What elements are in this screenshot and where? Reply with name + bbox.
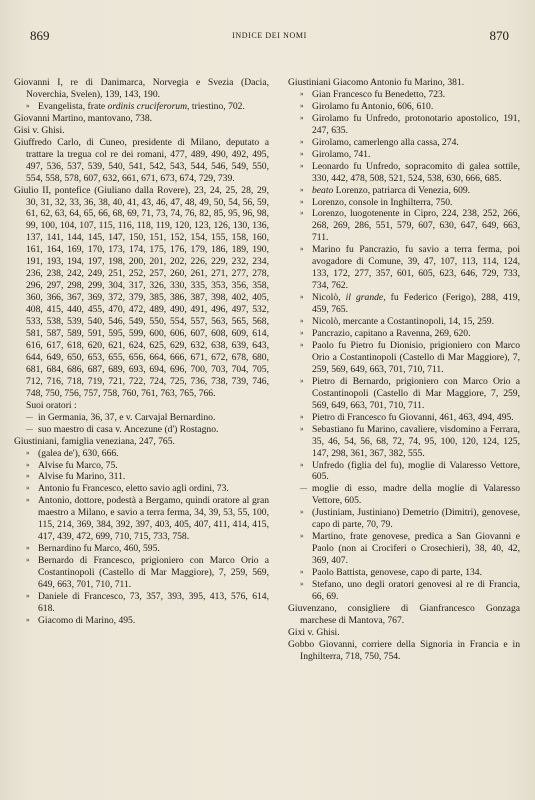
entry-text: Lorenzo, console in Inghilterra, 750. bbox=[312, 196, 453, 208]
ditto-marker: » bbox=[300, 89, 304, 98]
entry-text: Pietro di Francesco fu Giovanni, 461, 463, 494, 495. bbox=[312, 411, 514, 423]
ditto-marker: » bbox=[26, 591, 30, 600]
running-title: INDICE DEI NOMI bbox=[232, 31, 307, 40]
ditto-marker: » bbox=[300, 161, 304, 170]
entry-text: Martino, frate genovese, predica a San Giovanni e Paolo (non ai Crociferi o Crosechieri), 38, 40, 42, 369, 407. bbox=[312, 531, 520, 567]
ditto-marker: » bbox=[300, 137, 304, 146]
entry-text: Giovanni Martino, mantovano, 738. bbox=[14, 112, 153, 124]
ditto-marker: » bbox=[300, 532, 304, 541]
index-entry bbox=[288, 627, 520, 639]
entry-text: Girolamo fu Antonio, 606, 610. bbox=[312, 100, 434, 112]
index-entry bbox=[26, 101, 269, 113]
ditto-marker: » bbox=[300, 101, 304, 110]
index-entry bbox=[26, 471, 269, 483]
ditto-marker: — bbox=[300, 484, 307, 493]
index-entry bbox=[300, 340, 520, 376]
entry-text: Nicolò, mercante a Costantinopoli, 14, 15, 259. bbox=[312, 316, 494, 328]
index-entry bbox=[26, 555, 269, 591]
index-entry bbox=[300, 483, 520, 507]
entry-text: Antonio fu Francesco, eletto savio agli ordini, 73. bbox=[38, 483, 229, 495]
ditto-marker: » bbox=[300, 460, 304, 469]
entry-text: Gisi v. Ghisi. bbox=[14, 124, 65, 136]
ditto-marker: » bbox=[26, 496, 30, 505]
ditto-marker: » bbox=[26, 472, 30, 481]
index-entry bbox=[300, 531, 520, 567]
entry-text: Evangelista, frate bbox=[38, 100, 108, 112]
ditto-marker: » bbox=[300, 376, 304, 385]
ditto-marker: » bbox=[300, 293, 304, 302]
ditto-marker: — bbox=[26, 424, 33, 433]
entry-text: Alvise fu Marco, 75. bbox=[38, 459, 118, 471]
ditto-marker: » bbox=[300, 245, 304, 254]
entry-text: Leonardo fu Unfredo, sopracomito di galea sottile, 330, 442, 478, 508, 521, 524, 538, 630, 666, 685. bbox=[312, 160, 520, 184]
entry-text: Giustiniani Giacomo Antonio fu Marino, 381. bbox=[288, 77, 465, 88]
index-entry bbox=[288, 639, 520, 663]
entry-text: Giuvenzano, consigliere di Gianfrancesco Gonzaga marchese di Mantova, 767. bbox=[288, 602, 520, 626]
entry-text: Nicolò, bbox=[312, 292, 346, 304]
ditto-marker: » bbox=[300, 568, 304, 577]
index-entry bbox=[300, 292, 520, 316]
entry-text: Giustiniani, famiglia veneziana, 247, 765. bbox=[14, 435, 175, 447]
index-column-right bbox=[288, 77, 520, 663]
index-entry bbox=[300, 89, 520, 101]
ditto-marker: » bbox=[300, 185, 304, 194]
ditto-marker: » bbox=[26, 544, 30, 553]
entry-text: in Germania, 36, 37, e v. Carvajal Bernardino. bbox=[38, 411, 216, 423]
entry-text-italic: ordinis cruciferorum bbox=[107, 100, 188, 112]
ditto-marker: » bbox=[300, 340, 304, 349]
entry-text: Giacomo di Marino, 495. bbox=[38, 614, 136, 626]
index-entry bbox=[26, 483, 269, 495]
entry-text: Girolamo, camerlengo alla cassa, 274. bbox=[312, 136, 459, 148]
ditto-marker: » bbox=[300, 424, 304, 433]
index-entry bbox=[14, 185, 269, 400]
entry-text: Giuffredo Carlo, di Cuneo, presidente di Milano, deputato a trattare la tregua col re dei romani, 477, 489, 490, 492, 495, 497, 536, 537, 539, 540, 541, 542, 543, 544, 546, 549, 550, 554, 558, 578, 607, 632, 661, 671, 673, 674, 729, 739. bbox=[14, 136, 269, 184]
entry-text: Paolo Battista, genovese, capo di parte, 134. bbox=[312, 567, 482, 579]
index-entry bbox=[300, 376, 520, 412]
entry-text: Giovanni I, re di Danimarca, Norvegia e Svezia (Dacia, Noverchia, Svelen), 139, 143, 190. bbox=[14, 77, 269, 100]
index-entry bbox=[26, 543, 269, 555]
index-entry bbox=[300, 579, 520, 603]
entry-text: Antonio, dottore, podestà a Bergamo, quindi oratore al gran maestro a Milano, e savio a terra ferma, 34, 39, 53, 55, 100, 115, 214, 369, 384, 392, 397, 403, 405, 407, 411, 414, 415, 417, 439, 472, 699, 710, 715, 733, 758. bbox=[38, 495, 269, 543]
index-entry bbox=[14, 77, 269, 101]
index-entry bbox=[26, 495, 269, 543]
index-entry bbox=[300, 197, 520, 209]
page-number-right: 870 bbox=[489, 28, 509, 43]
entry-text: (Justiniam, Justiniano) Demetrio (Dimitri), genovese, capo di parte, 70, 79. bbox=[312, 507, 520, 531]
entry-text: Alvise fu Marino, 311. bbox=[38, 471, 126, 483]
index-entry bbox=[26, 615, 269, 627]
index-entry bbox=[300, 567, 520, 579]
index-entry bbox=[300, 101, 520, 113]
index-entry bbox=[26, 460, 269, 472]
index-entry bbox=[288, 603, 520, 627]
entry-text: moglie di esso, madre della moglie di Valaresso Vettore, 605. bbox=[312, 483, 520, 507]
entry-text: Sebastiano fu Marino, cavaliere, visdomino a Ferrara, 35, 46, 54, 56, 68, 72, 74, 95, 100, 120, 124, 125, 147, 298, 361, 367, 382, 555. bbox=[312, 423, 520, 459]
entry-text-italic: il grande bbox=[345, 292, 384, 304]
entry-text: Unfredo (figlia del fu), moglie di Valaresso Vettore, 605. bbox=[312, 459, 520, 483]
entry-text: suo maestro di casa v. Ancezune (d') Rostagno. bbox=[38, 423, 219, 435]
ditto-marker: » bbox=[300, 317, 304, 326]
index-entry bbox=[26, 412, 269, 424]
entry-text: Suoi oratori : bbox=[26, 399, 77, 411]
ditto-marker: » bbox=[26, 448, 30, 457]
index-entry bbox=[300, 328, 520, 340]
entry-text: Pancrazio, capitano a Ravenna, 269, 620. bbox=[312, 328, 471, 340]
index-entry bbox=[300, 137, 520, 149]
index-entry bbox=[300, 149, 520, 161]
entry-text: , triestino, 702. bbox=[187, 100, 245, 112]
index-entry bbox=[300, 161, 520, 185]
index-entry bbox=[14, 436, 269, 448]
ditto-marker: » bbox=[300, 209, 304, 218]
entry-text: Gobbo Giovanni, corriere della Signoria in Francia e in Inghilterra, 718, 750, 754. bbox=[288, 638, 520, 662]
ditto-marker: » bbox=[26, 615, 30, 624]
entry-text: Lorenzo, luogotenente in Cipro, 224, 238, 252, 266, 268, 269, 286, 551, 579, 607, 630, 647, 649, 663, 711. bbox=[312, 208, 520, 244]
index-entry bbox=[300, 507, 520, 531]
index-entry bbox=[300, 412, 520, 424]
ditto-marker: » bbox=[300, 412, 304, 421]
ditto-marker: » bbox=[26, 556, 30, 565]
index-column-left bbox=[14, 77, 269, 627]
entry-text-italic: beato bbox=[312, 184, 334, 196]
page-header bbox=[30, 28, 509, 46]
entry-text: Pietro di Bernardo, prigioniero con Marco Orio a Costantinopoli (Castello di Mar Maggiore, 7, 259, 569, 649, 663, 701, 710, 711. bbox=[312, 375, 520, 411]
entry-text: , fu Federico (Ferigo), 288, 419, 459, 765. bbox=[312, 292, 520, 316]
entry-text: Stefano, uno degli oratori genovesi al re di Francia, 66, 69. bbox=[312, 579, 520, 602]
entry-text: Daniele di Francesco, 73, 357, 393, 395, 413, 576, 614, 618. bbox=[38, 590, 269, 614]
index-entry bbox=[26, 448, 269, 460]
ditto-marker: » bbox=[300, 113, 304, 122]
index-entry bbox=[14, 125, 269, 137]
entry-text: Lorenzo, patriarca di Venezia, 609. bbox=[333, 184, 471, 196]
ditto-marker: » bbox=[300, 197, 304, 206]
index-entry bbox=[300, 208, 520, 244]
entry-text: Paolo fu Pietro fu Dionisio, prigioniero con Marco Orio a Costantinopoli (Castello di Mar Maggiore), 7, 259, 569, 649, 663, 701, 710, 711. bbox=[312, 339, 520, 375]
ditto-marker: » bbox=[300, 508, 304, 517]
entry-text: Bernardino fu Marco, 460, 595. bbox=[38, 543, 160, 555]
entry-text: Girolamo fu Unfredo, protonotario apostolico, 191, 247, 635. bbox=[312, 112, 520, 136]
index-entry bbox=[300, 316, 520, 328]
entry-text: Gixi v. Ghisi. bbox=[288, 626, 340, 638]
index-entry bbox=[14, 137, 269, 185]
entry-text: Giulio II, pontefice (Giuliano dalla Rovere), 23, 24, 25, 28, 29, 30, 31, 32, 33, 36, 38, 40, 41, 43, 46, 47, 48, 49, 50, 54, 56, 59, 61, 62, 63, 64, 65, 66, 68, 69, 71, 73, 74, 76, 82, 85, 95, 96, 98, 99, 100, 104, 107, 115, 116, 118, 119, 120, 123, 126, 130, 136, 137, 141, 144, 145, 147, 150, 151, 152, 154, 155, 158, 160, 161, 164, 169, 170, 173, 174, 175, 176, 179, 186, 189, 190, 191, 193, 194, 197, 198, 200, 201, 202, 226, 229, 232, 234, 236, 238, 242, 249, 251, 252, 257, 260, 261, 271, 277, 278, 296, 297, 298, 299, 304, 317, 326, 330, 335, 353, 356, 358, 360, 366, 367, 369, 372, 379, 385, 386, 387, 398, 402, 405, 408, 415, 440, 455, 470, 472, 489, 490, 491, 496, 497, 532, 533, 538, 539, 540, 546, 549, 550, 554, 557, 563, 565, 568, 581, 587, 589, 591, 595, 599, 600, 606, 607, 608, 609, 614, 616, 617, 618, 620, 621, 624, 625, 629, 632, 638, 639, 643, 644, 649, 650, 653, 655, 656, 664, 666, 671, 672, 678, 680, 681, 684, 686, 687, 689, 693, 694, 696, 700, 703, 704, 705, 712, 716, 718, 719, 721, 722, 724, 725, 736, 738, 739, 746, 748, 750, 756, 757, 758, 760, 761, 763, 765, 766. bbox=[14, 184, 269, 399]
ditto-marker: » bbox=[26, 484, 30, 493]
index-entry bbox=[300, 460, 520, 484]
ditto-marker: » bbox=[26, 460, 30, 469]
entry-text: Marino fu Pancrazio, fu savio a terra ferma, poi avogadore di Comune, 39, 47, 107, 113, 114, 124, 133, 172, 277, 357, 601, 605, 623, 646, 729, 733, 734, 762. bbox=[312, 244, 520, 292]
index-entry bbox=[26, 591, 269, 615]
index-entry bbox=[300, 185, 520, 197]
ditto-marker: » bbox=[300, 580, 304, 589]
ditto-marker: » bbox=[300, 149, 304, 158]
entry-text: Gian Francesco fu Benedetto, 723. bbox=[312, 88, 446, 100]
index-entry bbox=[14, 113, 269, 125]
ditto-marker: » bbox=[26, 101, 30, 110]
page-number-left: 869 bbox=[30, 28, 50, 43]
index-entry bbox=[26, 424, 269, 436]
index-entry bbox=[300, 113, 520, 137]
ditto-marker: — bbox=[26, 412, 33, 421]
index-entry bbox=[300, 424, 520, 460]
index-entry bbox=[26, 400, 269, 412]
index-entry bbox=[288, 77, 520, 89]
entry-text: Girolamo, 741. bbox=[312, 148, 371, 160]
entry-text: (galea de'), 630, 666. bbox=[38, 447, 119, 459]
ditto-marker: » bbox=[300, 329, 304, 338]
index-entry bbox=[300, 244, 520, 292]
entry-text: Bernardo di Francesco, prigioniero con Marco Orio a Costantinopoli (Castello di Mar Maggiore), 7, 259, 569, 649, 663, 701, 710, 711. bbox=[38, 555, 269, 591]
